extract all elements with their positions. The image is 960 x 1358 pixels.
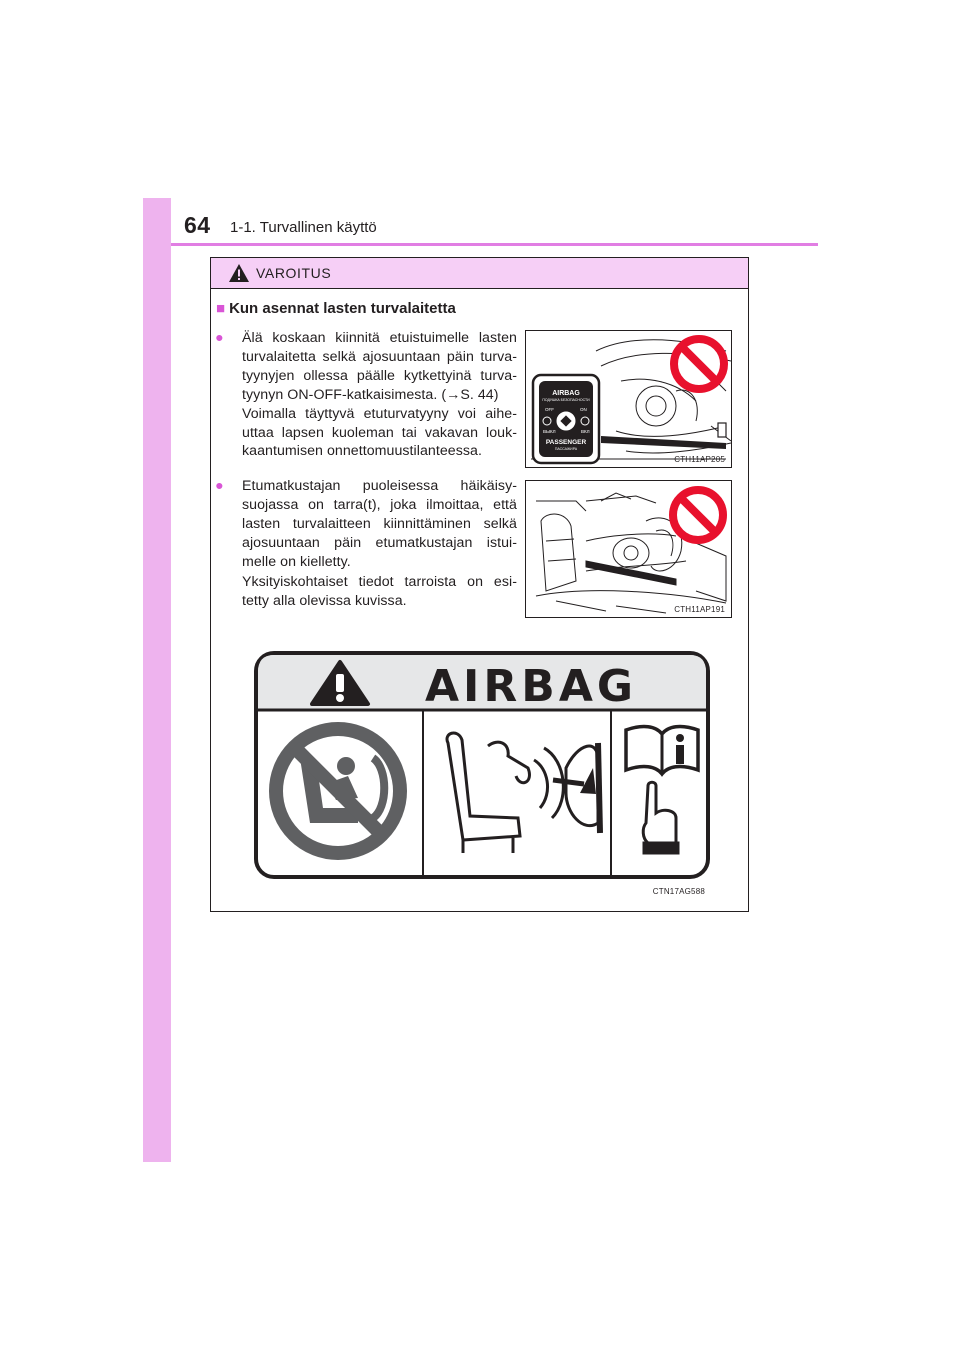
text-line: uttaa lapsen kuoleman tai vakavan louk- <box>242 424 517 441</box>
warning-triangle-icon <box>228 263 250 283</box>
text-line: Älä koskaan kiinnitä etuistuimelle lasten <box>242 330 517 346</box>
text-line: turvalaitetta selkä ajosuuntaan päin turva- <box>242 348 517 365</box>
switch-subtitle: ПОДУШКА БЕЗОПАСНОСТИ <box>542 398 590 402</box>
page-number: 64 <box>184 212 211 238</box>
warning-header <box>211 258 748 289</box>
read-manual-icon <box>626 727 698 774</box>
warning-label: VAROITUS <box>256 265 332 281</box>
side-color-band <box>143 198 171 1162</box>
figure-code: CTN17AG588 <box>652 887 705 896</box>
section-title: 1-1. Turvallinen käyttö <box>230 219 377 236</box>
label-title: AIRBAG <box>424 661 638 712</box>
text-line: lasten turvalaitteen kiinnittäminen selkä <box>242 515 517 532</box>
text-line: ajosuuntaan päin etumatkustajan istui- <box>242 534 517 551</box>
warning-item-2-note <box>242 573 517 611</box>
header-rule <box>171 243 818 246</box>
text-line: Voimalla täyttyvä etuturvatyyny voi aihe- <box>242 405 517 422</box>
figure-code: CTH11AP205 <box>674 455 725 464</box>
switch-on-ru: ВКЛ <box>581 429 590 434</box>
prohibition-icon <box>674 339 724 389</box>
warning-item-1 <box>242 329 517 461</box>
figure-airbag-switch <box>525 330 732 468</box>
airbag-label-graphic <box>248 648 713 883</box>
switch-on: ON <box>580 407 587 412</box>
bullet-icon: ● <box>215 330 224 346</box>
switch-passenger-ru: ПАССАЖИРА <box>554 447 578 451</box>
figure-airbag-label <box>248 648 713 896</box>
warning-heading: ■ Kun asennat lasten turvalaitetta <box>216 300 456 317</box>
square-bullet-icon: ■ <box>216 300 226 317</box>
dashboard-illustration <box>526 331 731 467</box>
switch-off-ru: ВЫКЛ <box>543 429 556 434</box>
text-line: tyynyn ON-OFF-katkaisimesta. (→S. 44) <box>242 386 499 403</box>
switch-title: AIRBAG <box>552 390 580 397</box>
text-line: Etumatkustajan puoleisessa häikäisy- <box>242 478 517 494</box>
text-line: tetty alla olevissa kuvissa. <box>242 592 407 609</box>
text-line: melle on kielletty. <box>242 553 351 570</box>
text-line: kaantumisen onnettomuustilanteessa. <box>242 443 482 460</box>
prohibition-icon <box>673 490 723 540</box>
no-rear-facing-seat-icon <box>276 729 400 853</box>
figure-child-seat-airbag <box>525 480 732 618</box>
figure-code: CTH11AP191 <box>674 605 725 614</box>
text-line: suojassa on tarra(t), joka ilmoittaa, että <box>242 496 517 513</box>
warning-box <box>210 257 749 912</box>
warning-item-2 <box>242 477 517 572</box>
switch-off: OFF <box>545 407 554 412</box>
bullet-icon: ● <box>215 478 224 494</box>
text-line: tyynyjen ollessa päälle kytkettyinä turva- <box>242 367 517 384</box>
switch-passenger: PASSENGER <box>545 439 587 446</box>
text-line: Yksityiskohtaiset tiedot tarroista on esi- <box>242 574 517 590</box>
interior-illustration <box>526 481 731 617</box>
